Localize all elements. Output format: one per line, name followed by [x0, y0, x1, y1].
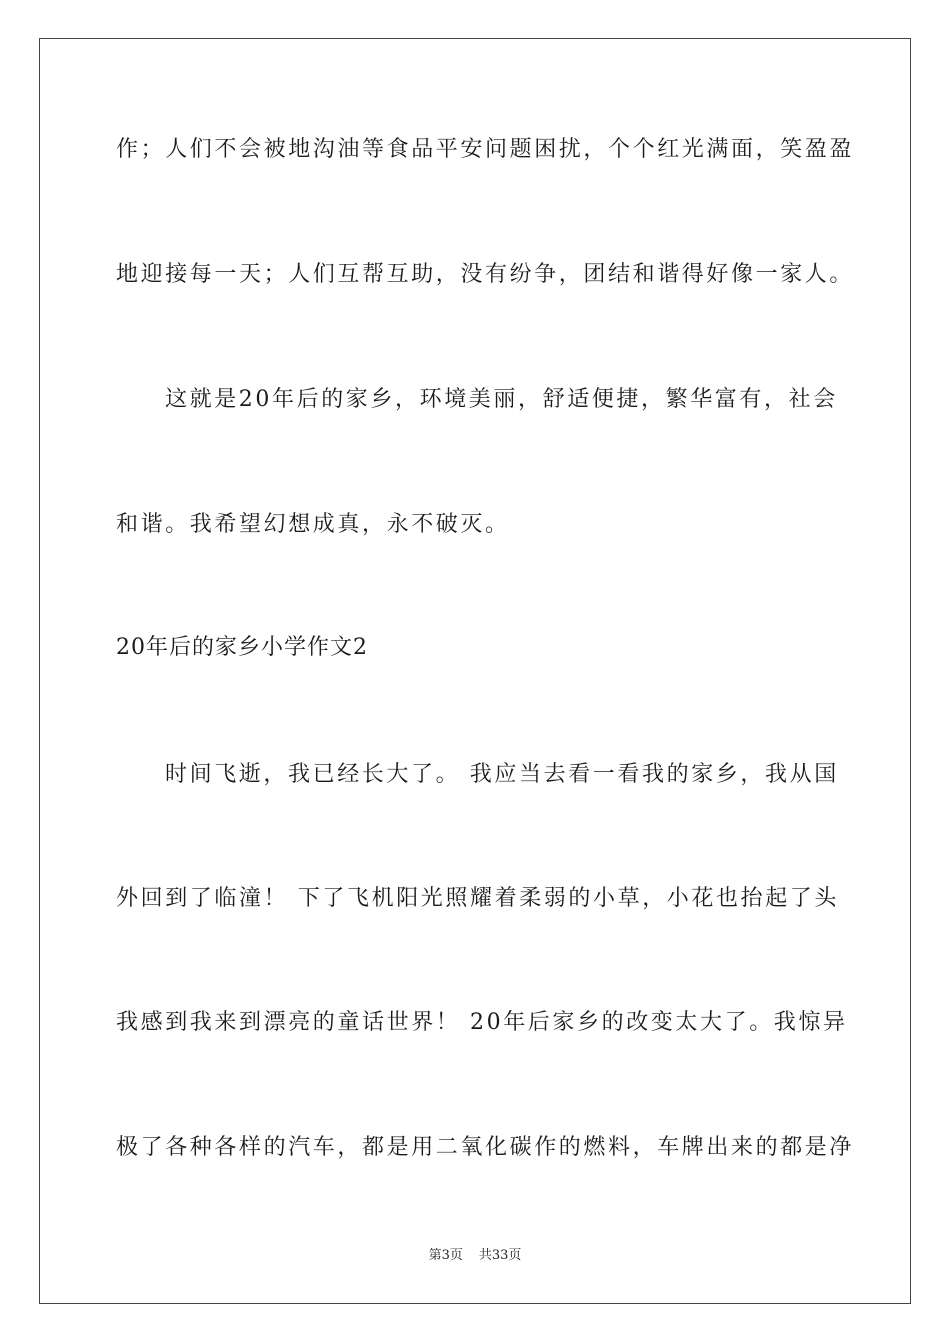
body-text-line: 我感到我来到漂亮的童话世界！ 20年后家乡的改变太大了。我惊异 — [116, 1010, 848, 1035]
page-border — [39, 38, 911, 1304]
body-text-line: 极了各种各样的汽车，都是用二氧化碳作的燃料，车牌出来的都是净 — [116, 1135, 855, 1160]
body-text-line: 作；人们不会被地沟油等食品平安问题困扰，个个红光满面，笑盈盈 — [116, 137, 855, 162]
page-number: 第3页 — [428, 1248, 463, 1263]
page-total: 共33页 — [478, 1248, 522, 1263]
paragraph-start-line: 时间飞逝，我已经长大了。 我应当去看一看我的家乡，我从国 — [165, 762, 839, 787]
paragraph-start-line: 这就是20年后的家乡，环境美丽，舒适便捷，繁华富有，社会 — [165, 387, 838, 412]
body-text-line: 外回到了临潼！ 下了飞机阳光照耀着柔弱的小草，小花也抬起了头 — [116, 886, 839, 911]
body-text-line: 地迎接每一天；人们互帮互助，没有纷争，团结和谐得好像一家人。 — [116, 262, 855, 287]
body-text-line: 和谐。我希望幻想成真，永不破灭。 — [116, 512, 510, 537]
section-heading: 20年后的家乡小学作文2 — [116, 635, 368, 660]
page-footer — [0, 1247, 950, 1265]
